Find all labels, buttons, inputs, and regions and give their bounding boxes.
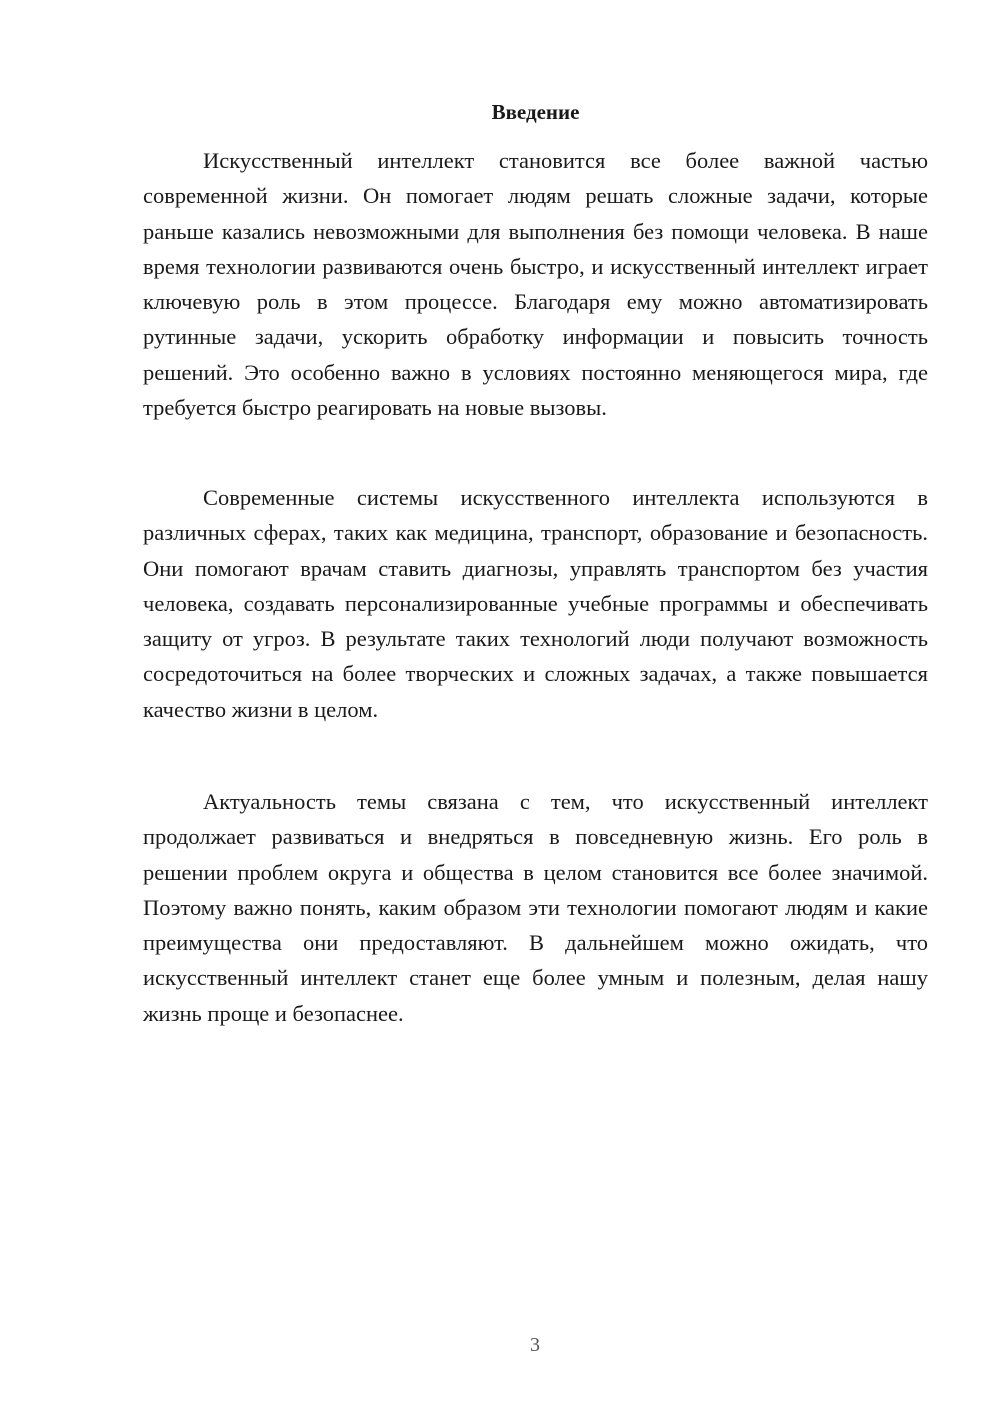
- paragraph-2: Современные системы искусственного интеллекта используются в различных сферах, таких как медицина, транспорт, образование и безопасность. Они помогают врачам ставить диагнозы, управлять транспортом без участия человека, создавать персонализированные учебные программы и обеспечивать защиту от угроз. В результате таких технологий люди получают возможность сосредоточиться на более творческих и сложных задачах, а также повышается качество жизни в целом.: [143, 485, 928, 722]
- paragraph-3: Актуальность темы связана с тем, что искусственный интеллект продолжает развиваться и внедряться в повседневную жизнь. Его роль в решении проблем округа и общества в целом становится все более значимой. Поэтому важно понять, каким образом эти технологии помогают людям и какие преимущества они предоставляют. В дальнейшем можно ожидать, что искусственный интеллект станет еще более умным и полезным, делая нашу жизнь проще и безопаснее.: [143, 789, 928, 1026]
- page-number: 3: [530, 1334, 540, 1356]
- paragraph-1: Искусственный интеллект становится все более важной частью современной жизни. Он помогает людям решать сложные задачи, которые раньше казались невозможными для выполнения без помощи человека. В наше время технологии развиваются очень быстро, и искусственный интеллект играет ключевую роль в этом процессе. Благодаря ему можно автоматизировать рутинные задачи, ускорить обработку информации и повысить точность решений. Это особенно важно в условиях постоянно меняющегося мира, где требуется быстро реагировать на новые вызовы.: [143, 148, 928, 421]
- section-heading: Введение: [491, 100, 580, 124]
